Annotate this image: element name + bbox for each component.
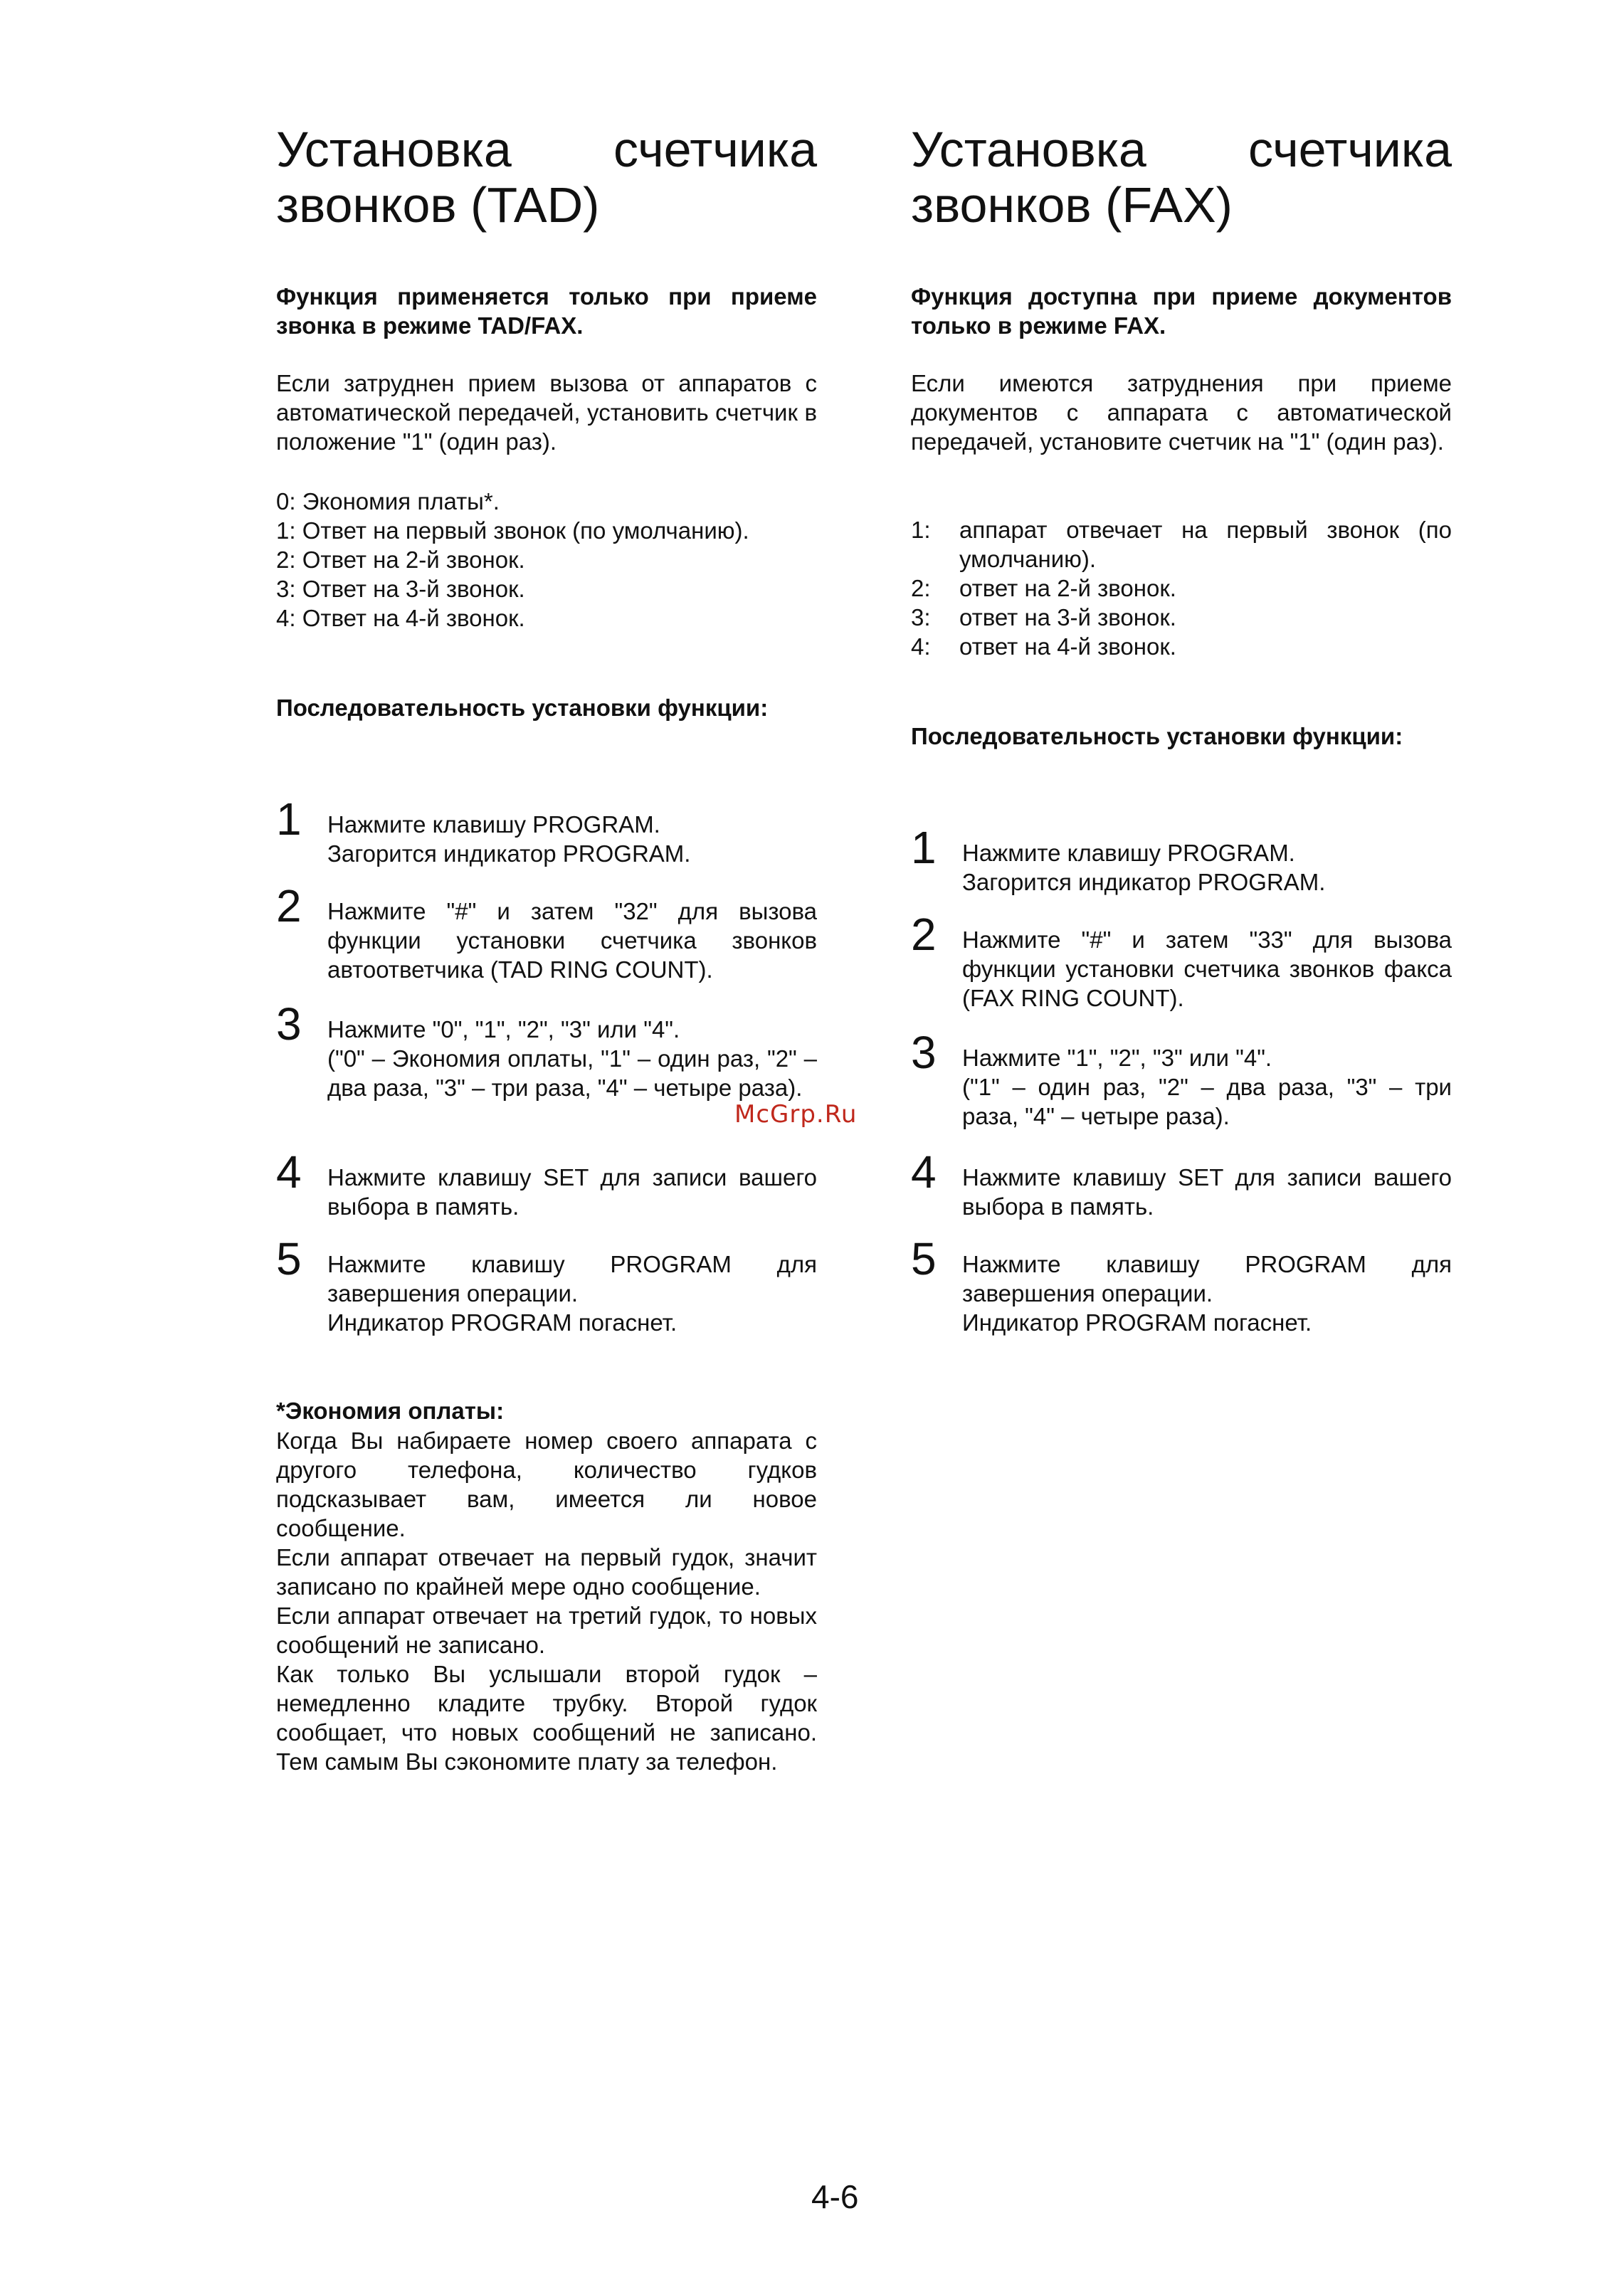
list-item: 4: Ответ на 4-й звонок.: [276, 605, 525, 631]
step-line: Нажмите клавишу SET для записи вашего выбора в память.: [327, 1164, 817, 1220]
note-text: Если затруднен прием вызова от аппаратов с автоматической передачей, установить счетчик в положение "1" (один раз).: [276, 370, 817, 455]
step-line: Нажмите "1", "2", "3" или "4".: [962, 1045, 1272, 1071]
step-line: Нажмите клавишу PROGRAM для завершения операции.: [962, 1251, 1452, 1306]
step: [911, 1027, 1452, 1131]
step: [276, 1146, 817, 1221]
step-line: Загорится индикатор PROGRAM.: [327, 840, 691, 867]
step-number: 3: [911, 1027, 937, 1078]
footnote-title: *Экономия оплаты:: [276, 1398, 505, 1424]
step: [276, 1233, 817, 1337]
title-word: счетчика: [1248, 122, 1452, 177]
list-item: 3: Ответ на 3-й звонок.: [276, 576, 525, 602]
footnote-paragraph: Если аппарат отвечает на первый гудок, значит записано по крайней мере одно сообщение.: [276, 1544, 817, 1600]
step: [276, 998, 817, 1102]
step-line: ("1" – один раз, "2" – два раза, "3" – три раза, "4" – четыре раза).: [962, 1074, 1452, 1129]
section-title-line2: звонков (TAD): [276, 177, 600, 233]
step-line: Нажмите "#" и затем "33" для вызова функции установки счетчика звонков факса (FAX RING COUNT).: [962, 927, 1452, 1011]
list-item: 4: ответ на 4-й звонок.: [911, 633, 1176, 660]
step-line: Нажмите клавишу PROGRAM.: [327, 811, 660, 838]
page-number: 4-6: [811, 2178, 859, 2215]
title-word: счетчика: [613, 122, 817, 177]
step: [911, 909, 1452, 1013]
step-number: 2: [911, 909, 937, 960]
note-text: Если имеются затруднения при приеме документов с аппарата с автоматической передачей, установите счетчик на "1" (один раз).: [911, 370, 1452, 455]
step-number: 1: [911, 822, 937, 873]
options-list: [911, 515, 1452, 661]
footnote-paragraph: Если аппарат отвечает на третий гудок, то новых сообщений не записано.: [276, 1603, 817, 1658]
step-number: 5: [911, 1233, 937, 1284]
list-item: 0: Экономия платы*.: [276, 488, 500, 514]
step: [276, 793, 817, 868]
list-item: 1: Ответ на первый звонок (по умолчанию).: [276, 517, 749, 544]
step-line: Нажмите клавишу PROGRAM для завершения операции.: [327, 1251, 817, 1306]
sequence-heading: Последовательность установки функции:: [911, 723, 1403, 749]
step: [911, 822, 1452, 897]
step-line: Нажмите клавишу PROGRAM.: [962, 840, 1295, 866]
step: [911, 1146, 1452, 1221]
step-number: 3: [276, 998, 302, 1050]
step-line: Нажмите клавишу SET для записи вашего выбора в память.: [962, 1164, 1452, 1220]
list-item: 2: Ответ на 2-й звонок.: [276, 547, 525, 573]
watermark: McGrp.Ru: [734, 1100, 858, 1129]
list-item: 3: ответ на 3-й звонок.: [911, 604, 1176, 630]
title-word: Установка: [911, 122, 1146, 177]
step-number: 2: [276, 880, 302, 931]
step-number: 4: [276, 1146, 302, 1198]
section-title-line2: звонков (FAX): [911, 177, 1233, 233]
footnote-body: [276, 1426, 817, 1776]
step-line: Индикатор PROGRAM погаснет.: [962, 1309, 1312, 1336]
footnote-paragraph: Когда Вы набираете номер своего аппарата с другого телефона, количество гудков подсказывает вам, имеется ли новое сообщение.: [276, 1427, 817, 1541]
intro-text: Функция доступна при приеме документов только в режиме FAX.: [911, 283, 1452, 339]
options-list: [276, 487, 817, 633]
step-number: 4: [911, 1146, 937, 1198]
step-line: Индикатор PROGRAM погаснет.: [327, 1309, 677, 1336]
step-line: Нажмите "#" и затем "32" для вызова функции установки счетчика звонков автоответчика (TAD RING COUNT).: [327, 898, 817, 983]
footnote-paragraph: Как только Вы услышали второй гудок – немедленно кладите трубку. Второй гудок сообщает, что новых сообщений не записано. Тем самым Вы сэкономите плату за телефон.: [276, 1661, 817, 1775]
step-line: Загорится индикатор PROGRAM.: [962, 869, 1326, 895]
intro-text: Функция применяется только при приеме звонка в режиме TAD/FAX.: [276, 283, 817, 339]
list-item: 2: ответ на 2-й звонок.: [911, 575, 1176, 601]
step-line: ("0" – Экономия оплаты, "1" – один раз, "2" – два раза, "3" – три раза, "4" – четыре раза).: [327, 1045, 817, 1101]
list-item: 1: аппарат отвечает на первый звонок (по умолчанию).: [911, 517, 1452, 572]
sequence-heading: Последовательность установки функции:: [276, 695, 769, 721]
step-number: 5: [276, 1233, 302, 1284]
step-line: Нажмите "0", "1", "2", "3" или "4".: [327, 1016, 680, 1042]
step-number: 1: [276, 793, 302, 845]
step: [911, 1233, 1452, 1337]
step: [276, 880, 817, 984]
title-word: Установка: [276, 122, 512, 177]
